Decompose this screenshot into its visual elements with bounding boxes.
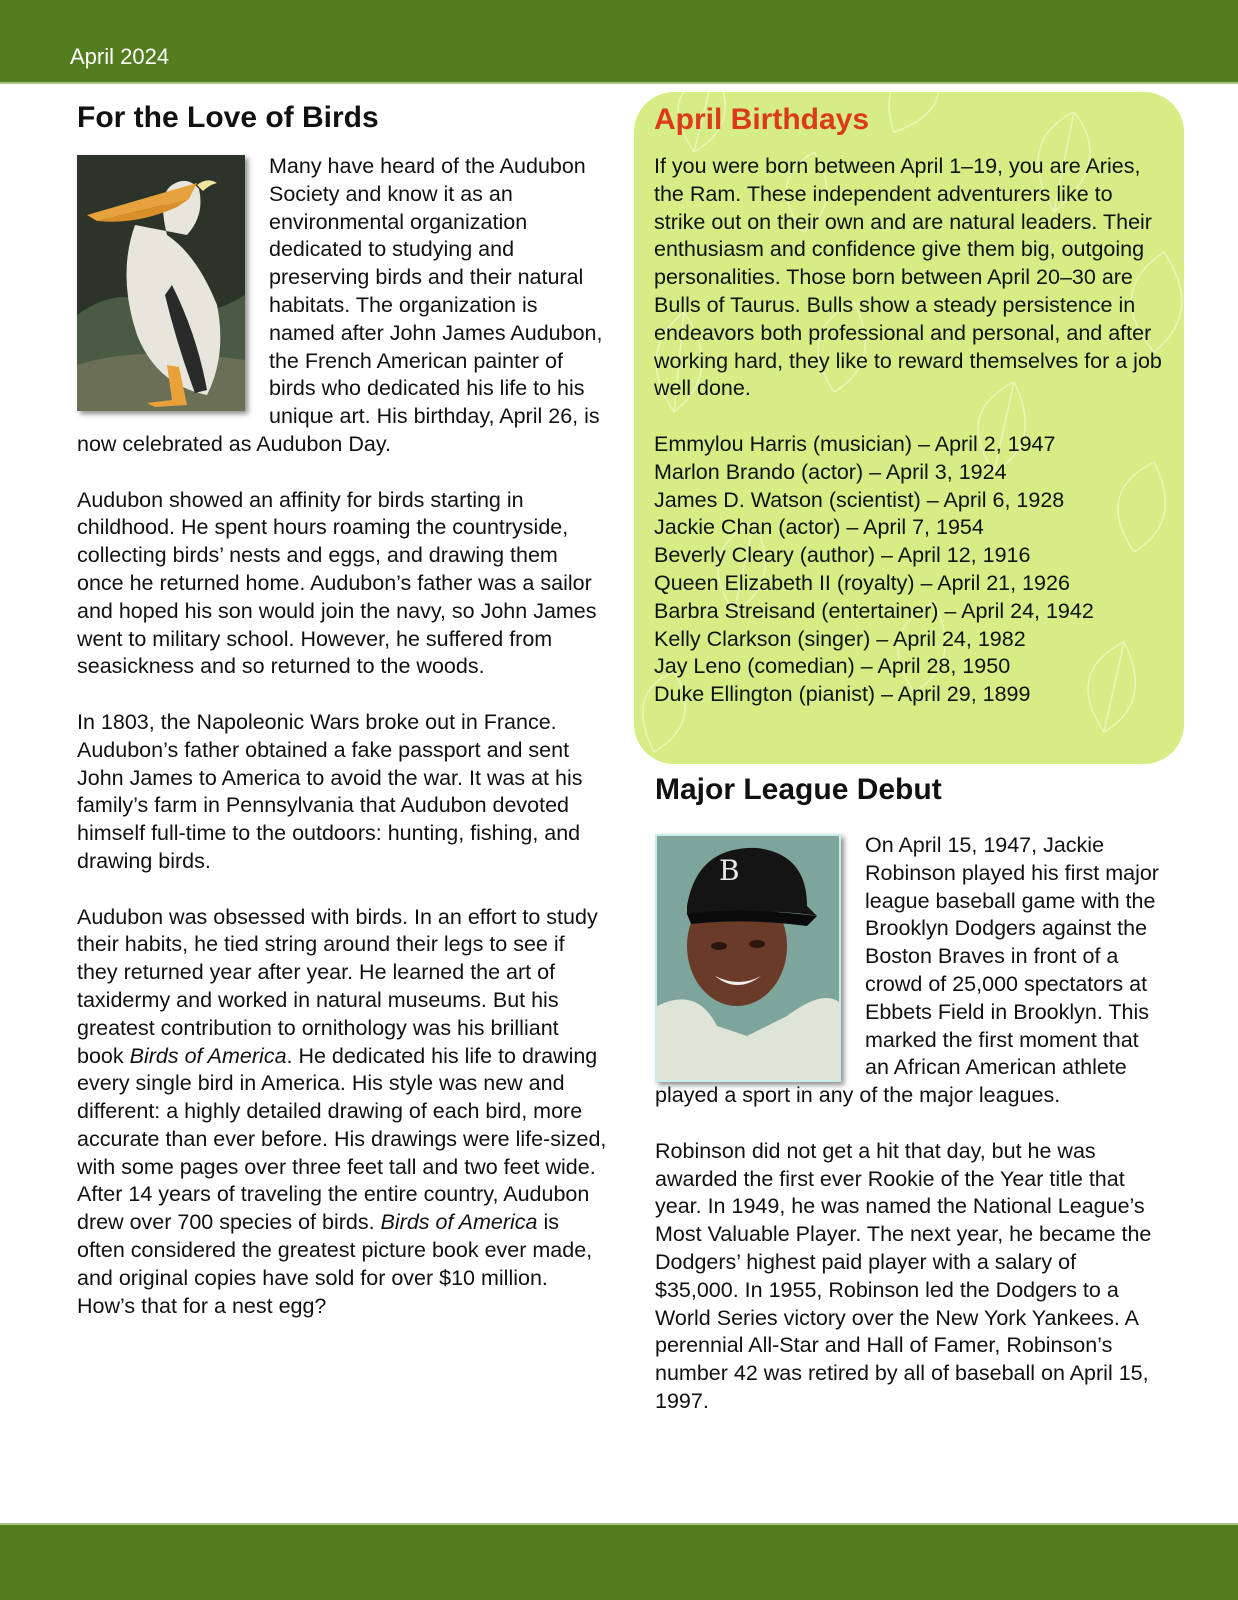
text-run: is often considered the greatest picture book ever made, and original copies have sold for over $10 million. How’s that for a nest egg?	[77, 1210, 593, 1318]
svg-text:B: B	[719, 854, 740, 887]
birds-article-paragraph-4	[77, 904, 607, 1321]
birds-article-title: For the Love of Birds	[77, 101, 379, 134]
jackie-robinson-portrait-icon	[655, 834, 841, 1082]
april-birthdays-title: April Birthdays	[654, 103, 870, 136]
debut-article-intro	[655, 832, 1165, 1110]
list-item: Queen Elizabeth II (royalty) – April 21, 1926	[654, 570, 1070, 595]
birds-article-paragraph-2: Audubon showed an affinity for birds starting in childhood. He spent hours roaming the countryside, collecting birds’ nests and eggs, and drawing them once he returned home. Audubon’s father was a sailor and hoped his son would join the navy, so John James went to military school. However, he suffered from seasickness and so returned to the woods.	[77, 487, 597, 679]
birds-article-paragraph-3: In 1803, the Napoleonic Wars broke out in France. Audubon’s father obtained a fake passport and sent John James to America to avoid the war. It was at his family’s farm in Pennsylvania that Audubon devoted himself full-time to the outdoors: hunting, fishing, and drawing birds.	[77, 709, 583, 873]
header-band	[0, 0, 1238, 84]
list-item: Duke Ellington (pianist) – April 29, 1899	[654, 682, 1031, 707]
list-item: Beverly Cleary (author) – April 12, 1916	[654, 543, 1031, 568]
debut-article-paragraph-2: Robinson did not get a hit that day, but he was awarded the first ever Rookie of the Year title that year. In 1949, he was named the National League’s Most Valuable Player. The next year, he became the Dodgers’ highest paid player with a salary of $35,000. In 1955, Robinson led the Dodgers to a World Series victory over the New York Yankees. A perennial All-Star and Hall of Famer, Robinson’s number 42 was retired by all of baseball on April 15, 1997.	[655, 1138, 1152, 1413]
list-item: Emmylou Harris (musician) – April 2, 1947	[654, 431, 1056, 456]
debut-article-paragraph-1: On April 15, 1947, Jackie Robinson played his first major league baseball game with the Brooklyn Dodgers against the Boston Braves in front of a crowd of 25,000 spectators at Ebbets Field in Brooklyn. This marked the first moment that an African American athlete played a sport in any of the major leagues.	[655, 833, 1159, 1108]
pelican-illustration-icon	[77, 155, 245, 411]
list-item: Jay Leno (comedian) – April 28, 1950	[654, 654, 1011, 679]
list-item: Marlon Brando (actor) – April 3, 1924	[654, 459, 1007, 484]
footer-band	[0, 1523, 1238, 1600]
book-title-italic: Birds of America	[129, 1043, 287, 1068]
birds-article-paragraph-1: Many have heard of the Audubon Society and know it as an environmental organization dedicated to studying and preserving birds and their natural habitats. The organization is named after John James Audubon, the French American painter of birds who dedicated his life to his unique art. His birthday, April 26, is now celebrated as Audubon Day.	[77, 154, 603, 456]
book-title-italic: Birds of America	[380, 1210, 538, 1235]
text-run: . He dedicated his life to drawing every single bird in America. His style was new and different: a highly detailed drawing of each bird, more accurate than ever before. His drawings were life-sized, with some pages over three feet tall and two feet wide. After 14 years of traveling the entire country, Audubon drew over 700 species of birds.	[77, 1043, 607, 1235]
birthday-list	[654, 431, 1164, 709]
list-item: Barbra Streisand (entertainer) – April 24, 1942	[654, 598, 1094, 623]
list-item: Kelly Clarkson (singer) – April 24, 1982	[654, 626, 1026, 651]
list-item: James D. Watson (scientist) – April 6, 1928	[654, 487, 1065, 512]
text-run: Audubon was obsessed with birds. In an effort to study their habits, he tied string around their legs to see if they returned year after year. He learned the art of taxidermy and worked in natural museums. But his greatest contribution to ornithology was his brilliant book	[77, 904, 598, 1068]
list-item: Jackie Chan (actor) – April 7, 1954	[654, 515, 984, 540]
issue-date: April 2024	[70, 44, 170, 69]
april-birthdays-box	[634, 92, 1184, 764]
birthdays-intro: If you were born between April 1–19, you are Aries, the Ram. These independent adventurers like to strike out on their own and are natural leaders. Their enthusiasm and confidence give them big, outgoing personalities. Those born between April 20–30 are Bulls of Taurus. Bulls show a steady persistence in endeavors both professional and personal, and after working hard, they like to reward themselves for a job well done.	[654, 154, 1162, 401]
major-league-debut-title: Major League Debut	[655, 773, 942, 806]
right-column	[634, 92, 1184, 1416]
birds-article-intro	[77, 153, 607, 459]
birds-article	[77, 100, 607, 1320]
